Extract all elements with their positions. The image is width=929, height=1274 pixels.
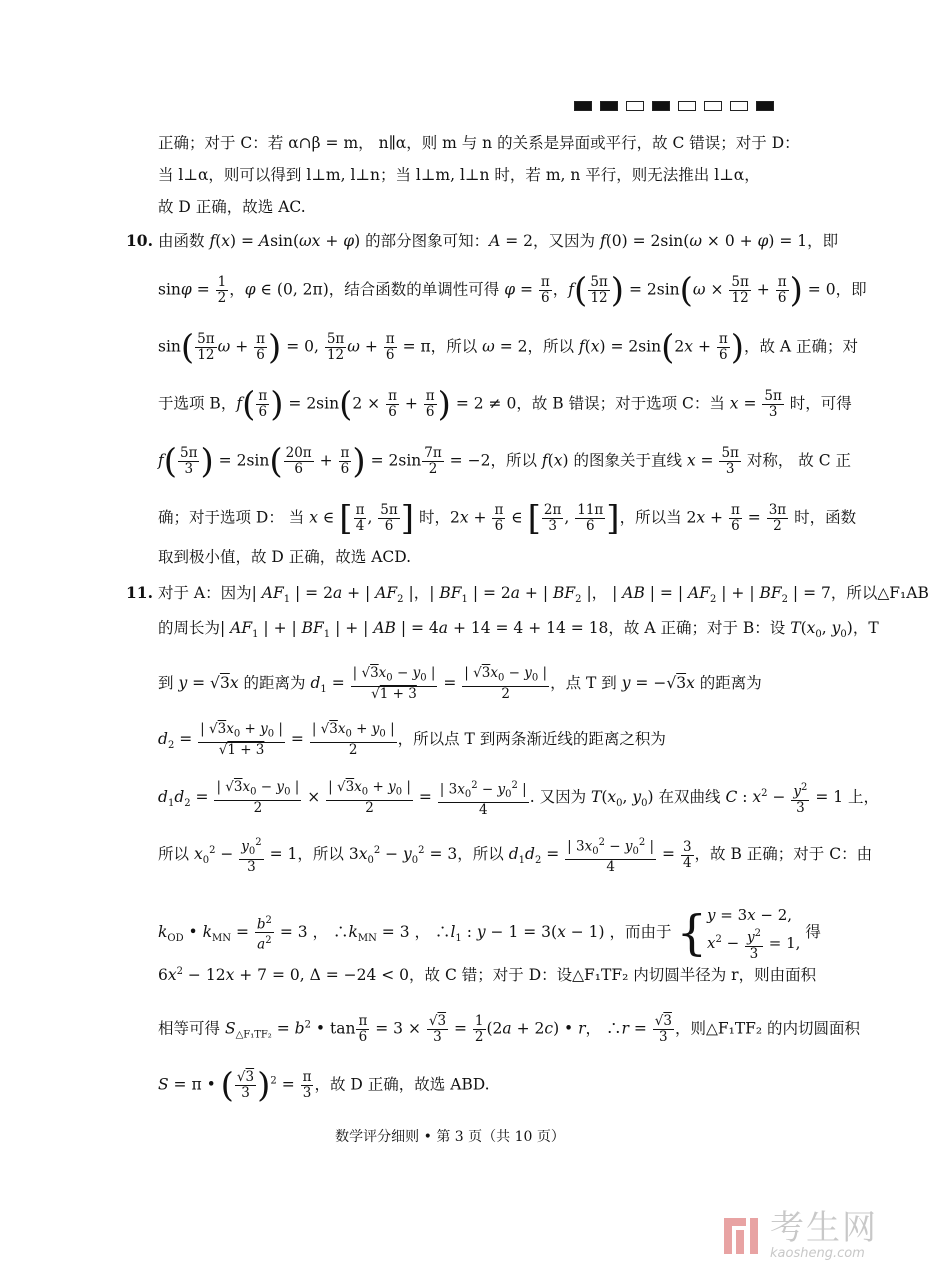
mark-empty — [704, 101, 722, 111]
watermark-logo-icon — [722, 1216, 762, 1256]
text-line: 的周长为| $AF_1$ | + | $BF_1$ | + | AB | = 4a + 14 = 4 + 14 = 18，故 A 正确；对于 B：设 $T(x_0$, $y_0$)，T — [158, 619, 879, 641]
text-line: 对于 A：因为| $AF_1$ | = 2a + | $AF_2$ |，| $BF_1$ | = 2a + | $BF_2$ |， | AB | = | $AF_2$ | + | $BF_2$ | = 7，所以△F₁AB — [158, 584, 929, 606]
text-line: $d_1d_2$ = $\frac{| √3x_0 - y_0 |}{2}$ × $\frac{| √3x_0 + y_0 |}{2}$ = $\frac{| 3x_0^2 - y_0^2 |}{4}$ . 又因为 $T(x_0$, $y_0$) 在双曲线 C : $x^2$ − $\frac{y^2}{3}$ = 1 上， — [158, 779, 880, 819]
text-line: 故 D 正确，故选 AC. — [158, 198, 306, 216]
mark-filled — [652, 101, 670, 111]
watermark-url: kaosheng.com — [770, 1246, 865, 1261]
text-line: $k_{OD}$ • $k_{MN}$ = $\frac{b^2}{a^2}$ = 3 ， $\therefore k_{MN} = 3$ ， $\therefore l_1$ : y − 1 = 3(x − 1) ，而由于 { y = 3x − 2, $x^2$ − $\frac{y^2}{3}$ = 1, 得 — [158, 904, 821, 962]
text-line: 正确；对于 C：若 α∩β = m， n∥α，则 m 与 n 的关系是异面或平行，故 C 错误；对于 D： — [158, 134, 800, 152]
page-footer: 数学评分细则 • 第 3 页（共 10 页） — [335, 1129, 565, 1145]
mark-filled — [600, 101, 618, 111]
text-line: $d_2$ = $\frac{| √3x_0 + y_0 |}{√1 + 3}$ = $\frac{| √3x_0 + y_0 |}{2}$ ，所以点 T 到两条渐近线的距离之积为 — [158, 721, 666, 758]
watermark — [722, 1210, 878, 1261]
text-line: 相等可得 $S_{\triangle F_1TF_2} = b^2$ • tan $\frac{\pi}{6}$ = 3 × $\frac{√3}{3}$ = $\frac{1}{2}$ (2a + 2c) • r， ∴r = $\frac{√3}{3}$ ，则△F₁TF₂ 的内切圆面积 — [158, 1013, 861, 1045]
text-line: 当 l⊥α，则可以得到 l⊥m, l⊥n；当 l⊥m, l⊥n 时，若 m, n 平行，则无法推出 l⊥α， — [158, 166, 760, 184]
question-number: 10. — [126, 231, 153, 250]
text-line: $6x^2 - 12x + 7 = 0$, Δ = −24 < 0，故 C 错；对于 D：设△F₁TF₂ 内切圆半径为 r，则由面积 — [158, 966, 817, 985]
text-line: sin( $\frac{5\pi}{12}$ ω + $\frac{\pi}{6}$ ) = 0, $\frac{5\pi}{12}$ ω + $\frac{\pi}{6}$ = π，所以 ω = 2，所以 f(x) = 2sin(2x + $\frac{\pi}{6}$ )，故 A 正确；对 — [158, 327, 859, 368]
text-line: 所以 $x_0^2$ − $\frac{y_0^2}{3}$ = 1，所以 $3x_0^2 - y_0^2 = 3$，所以 $d_1d_2$ = $\frac{| 3x_0^2 - y_0^2 |}{4}$ = $\frac{3}{4}$ ，故 B 正确；对于 C：由 — [158, 837, 873, 876]
mark-filled — [756, 101, 774, 111]
mark-empty — [678, 101, 696, 111]
question-number: 11. — [126, 583, 153, 602]
mark-empty — [730, 101, 748, 111]
text-line: 到 y = √3x 的距离为 $d_1$ = $\frac{| √3x_0 - y_0 |}{√1 + 3}$ = $\frac{| √3x_0 - y_0 |}{2}$ ，点 T 到 y = −√3x 的距离为 — [158, 665, 762, 702]
header-marks — [574, 101, 774, 111]
text-line: 确；对于选项 D： 当 x ∈ [ $\frac{\pi}{4}$ , $\frac{5\pi}{6}$ ] 时，2x + $\frac{\pi}{6}$ ∈ [ $\frac{2\pi}{3}$ , $\frac{11\pi}{6}$ ]，所以当 2x + $\frac{\pi}{6}$ = $\frac{3\pi}{2}$ 时，函数 — [158, 498, 857, 539]
text-line: f( $\frac{5\pi}{3}$ ) = 2sin( $\frac{20\pi}{6}$ + $\frac{\pi}{6}$ ) = 2sin $\frac{7\pi}{2}$ = −2，所以 f(x) 的图象关于直线 x = $\frac{5\pi}{3}$ 对称， 故 C 正 — [158, 441, 852, 482]
text-line: 由函数 f(x) = Asin(ωx + φ) 的部分图象可知：A = 2，又因为 f(0) = 2sin(ω × 0 + φ) = 1，即 — [158, 232, 839, 250]
text-line: 取到极小值，故 D 正确，故选 ACD. — [158, 548, 412, 566]
text-line: S = π • ( $\frac{√3}{3}$ )$^2$ = $\frac{\pi}{3}$ ，故 D 正确，故选 ABD. — [158, 1065, 490, 1106]
text-line: sinφ = $\frac{1}{2}$ ，φ ∈ (0, 2π)，结合函数的单调性可得 φ = $\frac{\pi}{6}$ ，f( $\frac{5\pi}{12}$ ) = 2sin(ω × $\frac{5\pi}{12}$ + $\frac{\pi}{6}$ ) = 0，即 — [158, 270, 867, 311]
text-line: 于选项 B，f( $\frac{\pi}{6}$ ) = 2sin(2 × $\frac{\pi}{6}$ + $\frac{\pi}{6}$ ) = 2 ≠ 0，故 B 错误；对于选项 C：当 x = $\frac{5\pi}{3}$ 时，可得 — [158, 384, 852, 425]
mark-empty — [626, 101, 644, 111]
mark-filled — [574, 101, 592, 111]
watermark-text: 考生网 — [770, 1208, 878, 1248]
